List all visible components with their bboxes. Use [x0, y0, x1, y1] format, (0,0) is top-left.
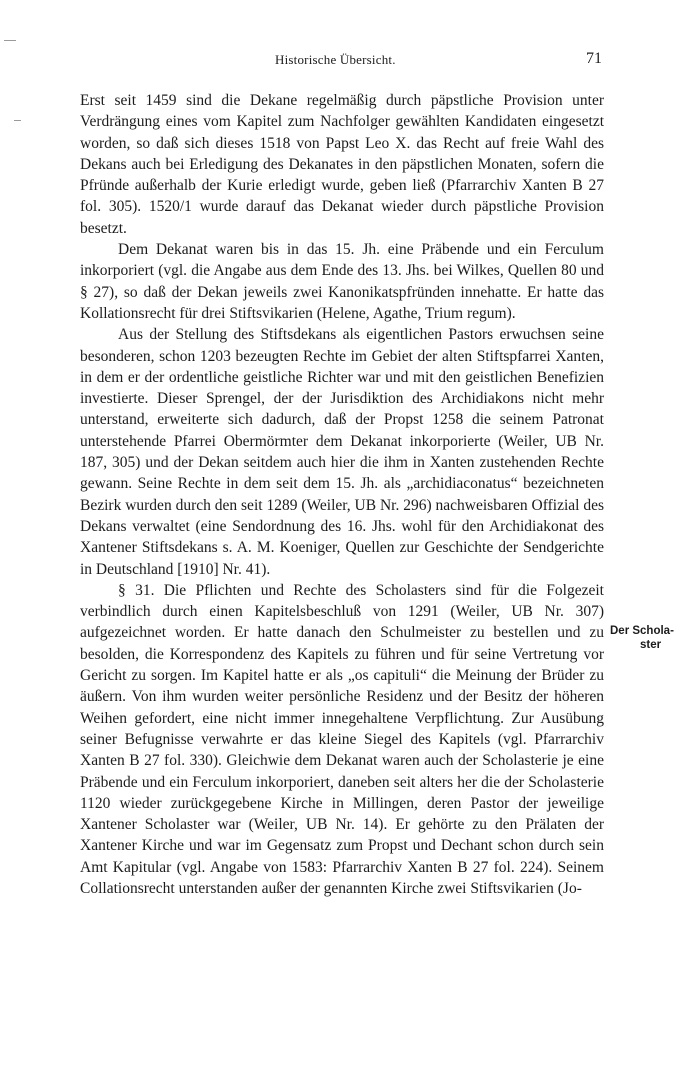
margin-note — [610, 624, 690, 652]
margin-note-line-2: ster — [640, 639, 662, 651]
running-title: Historische Übersicht. — [275, 52, 396, 67]
paragraph-stiftsdekan-rechte: Aus der Stellung des Stiftsdekans als eigentlichen Pastors erwuchsen seine besonderen, schon 1203 bezeugten Rechte im Gebiet der alten Stiftspfarrei Xanten, in dem er der ordentliche geistliche Richter war und mit den geistlichen Benefizien investierte. Dieser Sprengel, der der Jurisdiktion des Archidiakons nicht mehr unterstand, erweiterte sich dadurch, daß der Propst 1258 die seinem Patronat unterstehende Pfarrei Obermörmter dem Dekanat inkorporierte (Weiler, UB Nr. 187, 305) und der Dekan seitdem auch hier die ihm in Xanten zustehenden Rechte gewann. Seine Rechte in dem seit dem 15. Jh. als „archidiaconatus“ bezeichneten Bezirk wurden durch den seit 1289 (Weiler, UB Nr. 296) nachweisbaren Offizial des Dekans verwaltet (eine Sendordnung des 16. Jhs. wohl für den Archidiakonat des Xantener Stiftsdekans s. A. M. Koeniger, Quellen zur Geschichte der Sendgerichte in Deutschland [1910] Nr. 41). — [80, 326, 604, 578]
paragraph-dekane-provision: Erst seit 1459 sind die Dekane regelmäßig durch päpstliche Provision unter Verdrängung eines vom Kapitel zum Nachfolger gewählten Kandidaten eingesetzt worden, so daß sich dieses 1518 von Papst Leo X. das Recht auf freie Wahl des Dekans auch bei Erledigung des Dekanates in den päpstlichen Monaten, sofern die Pfründe außerhalb der Kurie erledigt wurde, geben ließ (Pfarrarchiv Xanten B 27 fol. 305). 1520/1 wurde darauf das Dekanat wieder durch päpstliche Provision besetzt. — [80, 92, 604, 237]
paragraph-scholaster: § 31. Die Pflichten und Rechte des Scholasters sind für die Folgezeit verbindlich durch einen Kapitelsbeschluß von 1291 (Weiler, UB Nr. 307) aufgezeichnet worden. Er hatte danach den Schulmeister zu bestellen und zu besolden, die Korrespondenz des Kapitels zu führen und für seine Vertretung vor Gericht zu sorgen. Im Kapitel hatte er als „os capituli“ die Meinung der Brüder zu äußern. Von ihm wurden weiter persönliche Residenz und der Besitz der höheren Weihen gefordert, eine nicht immer innegehaltene Verpflichtung. Zur Ausübung seiner Befugnisse verwahrte er das kleine Siegel des Kapitels (vgl. Pfarrarchiv Xanten B 27 fol. 330). Gleichwie dem Dekanat waren auch der Scholasterie je eine Präbende und ein Ferculum inkorporiert, daneben seit alters her die der Scholasterie 1120 wieder zurückgegebene Kirche in Millingen, deren Pastor der jeweilige Xantener Scholaster war (Weiler, UB Nr. 14). Er gehörte zu den Prälaten der Xantener Kirche und war im Gegensatz zum Propst und Dechant schon durch sein Amt Kapitular (vgl. Angabe von 1583: Pfarrarchiv Xanten B 27 fol. 224). Seinem Collationsrecht unterstanden außer der genannten Kirche zwei Stiftsvikarien (Jo- — [80, 581, 604, 897]
margin-note-line-1: Der Schola- — [610, 625, 674, 637]
running-head — [0, 52, 700, 72]
paragraph-dekanat-praebende: Dem Dekanat waren bis in das 15. Jh. eine Präbende und ein Ferculum inkorporiert (vgl. die Angabe aus dem Ende des 13. Jhs. bei Wilkes, Quellen 80 und § 27), so daß der Dekan jeweils zwei Kanonikatspfründen innehatte. Er hatte das Kollationsrecht für drei Stiftsvikarien (Helene, Agathe, Trium regum). — [80, 241, 604, 322]
edge-mark-top — [4, 40, 16, 41]
edge-mark-middle — [14, 120, 21, 121]
page-number: 71 — [586, 50, 602, 67]
body-text — [80, 90, 604, 899]
